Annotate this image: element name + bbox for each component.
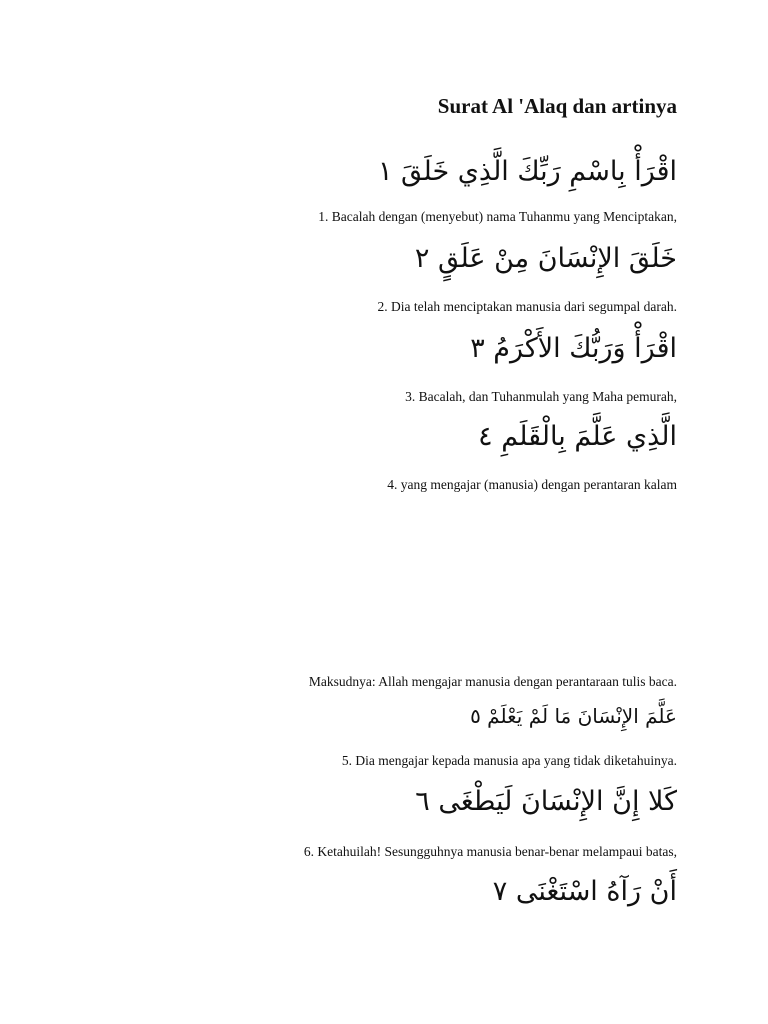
verse-7-arabic: أَنْ رَآهُ اسْتَغْنَى ٧ [492, 876, 677, 907]
verse-4-note: Maksudnya: Allah mengajar manusia dengan perantaraan tulis baca. [308, 674, 677, 689]
verse-1-translation: 1. Bacalah dengan (menyebut) nama Tuhanmu yang Menciptakan, [318, 209, 677, 224]
page-title: Surat Al 'Alaq dan artinya [437, 94, 677, 118]
verse-3-translation: 3. Bacalah, dan Tuhanmulah yang Maha pemurah, [405, 389, 677, 404]
verse-5-translation: 5. Dia mengajar kepada manusia apa yang tidak diketahuinya. [341, 753, 677, 768]
verse-3-arabic: اقْرَأْ وَرَبُّكَ الأَكْرَمُ ٣ [470, 333, 677, 364]
verse-4-arabic: الَّذِي عَلَّمَ بِالْقَلَمِ ٤ [478, 421, 677, 452]
verse-4-translation: 4. yang mengajar (manusia) dengan perantaran kalam [387, 477, 677, 492]
verse-5-arabic: عَلَّمَ الإِنْسَانَ مَا لَمْ يَعْلَمْ ٥ [470, 704, 677, 728]
verse-1-arabic: اقْرَأْ بِاسْمِ رَبِّكَ الَّذِي خَلَقَ ١ [377, 156, 677, 187]
verse-6-translation: 6. Ketahuilah! Sesungguhnya manusia benar-benar melampaui batas, [303, 844, 677, 859]
verse-2-arabic: خَلَقَ الإِنْسَانَ مِنْ عَلَقٍ ٢ [414, 243, 677, 274]
verse-2-translation: 2. Dia telah menciptakan manusia dari segumpal darah. [377, 299, 677, 314]
verse-6-arabic: كَلا إِنَّ الإِنْسَانَ لَيَطْغَى ٦ [415, 786, 677, 817]
